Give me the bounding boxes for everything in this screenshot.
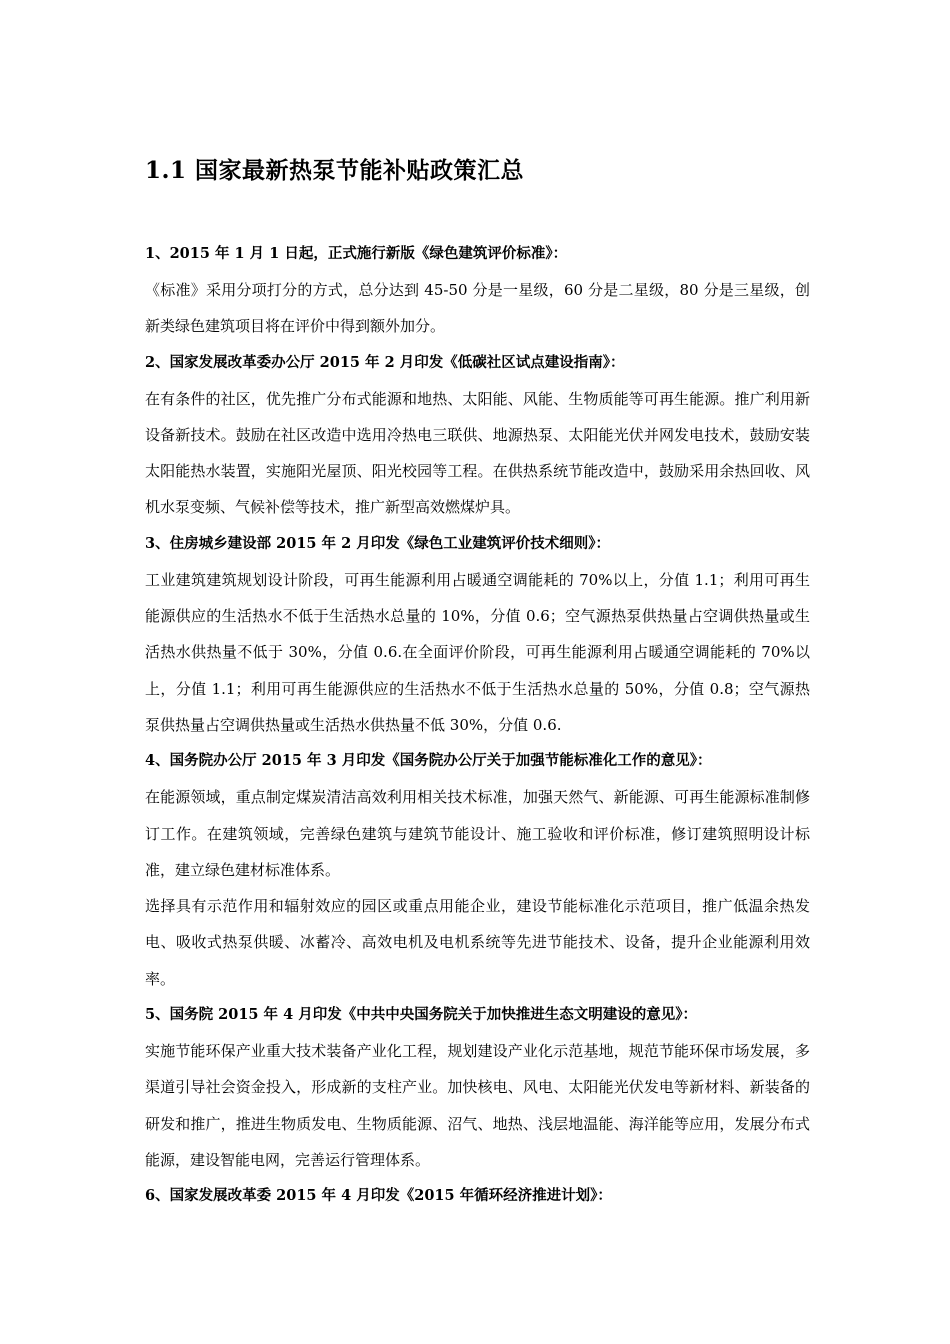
- section-heading: 2、国家发展改革委办公厅 2015 年 2 月印发《低碳社区试点建设指南》：: [145, 353, 625, 371]
- section-paragraph: 《标准》采用分项打分的方式，总分达到 45-50 分是一星级，60 分是二星级，80 分是三星级，创新类绿色建筑项目将在评价中得到额外加分。: [145, 281, 810, 336]
- document-title: 1.1 国家最新热泵节能补贴政策汇总: [145, 157, 525, 184]
- section-paragraph: 在有条件的社区，优先推广分布式能源和地热、太阳能、风能、生物质能等可再生能源。推广利用新设备新技术。鼓励在社区改造中选用冷热电三联供、地源热泵、太阳能光伏并网发电技术，鼓励安装太阳能热水装置，实施阳光屋顶、阳光校园等工程。在供热系统节能改造中，鼓励采用余热回收、风机水泵变频、气候补偿等技术，推广新型高效燃煤炉具。: [145, 389, 810, 517]
- section-paragraph: 选择具有示范作用和辐射效应的园区或重点用能企业，建设节能标准化示范项目，推广低温余热发电、吸收式热泵供暖、冰蓄冷、高效电机及电机系统等先进节能技术、设备，提升企业能源利用效率。: [145, 897, 810, 988]
- section-paragraph: 在能源领域，重点制定煤炭清洁高效利用相关技术标准，加强天然气、新能源、可再生能源标准制修订工作。在建筑领域，完善绿色建筑与建筑节能设计、施工验收和评价标准，修订建筑照明设计标准，建立绿色建材标准体系。: [145, 788, 810, 879]
- section-heading: 5、国务院 2015 年 4 月印发《中共中央国务院关于加快推进生态文明建设的意见》：: [145, 1006, 697, 1024]
- section-paragraph: 实施节能环保产业重大技术装备产业化工程，规划建设产业化示范基地，规范节能环保市场发展，多渠道引导社会资金投入，形成新的支柱产业。加快核电、风电、太阳能光伏发电等新材料、新装备的研发和推广，推进生物质发电、生物质能源、沼气、地热、浅层地温能、海洋能等应用，发展分布式能源，建设智能电网，完善运行管理体系。: [145, 1042, 810, 1169]
- document-body: [145, 236, 810, 1214]
- section-heading: 3、住房城乡建设部 2015 年 2 月印发《绿色工业建筑评价技术细则》：: [145, 534, 610, 552]
- section-heading: 6、国家发展改革委 2015 年 4 月印发《2015 年循环经济推进计划》：: [145, 1187, 612, 1205]
- section-paragraph: 工业建筑建筑规划设计阶段，可再生能源利用占暖通空调能耗的 70%以上，分值 1.1；利用可再生能源供应的生活热水不低于生活热水总量的 10%，分值 0.6；空气源热泵供热量占空调供热量或生活热水供热量不低于 30%，分值 0.6.在全面评价阶段，可再生能源利用占暖通空调能耗的 70%以上，分值 1.1；利用可再生能源供应的生活热水不低于生活热水总量的 50%，分值 0.8；空气源热泵供热量占空调供热量或生活热水供热量不低 30%，分值 0.6.: [145, 570, 810, 734]
- section-heading: 4、国务院办公厅 2015 年 3 月印发《国务院办公厅关于加强节能标准化工作的意见》：: [145, 752, 712, 770]
- section-heading: 1、2015 年 1 月 1 日起，正式施行新版《绿色建筑评价标准》：: [145, 245, 568, 262]
